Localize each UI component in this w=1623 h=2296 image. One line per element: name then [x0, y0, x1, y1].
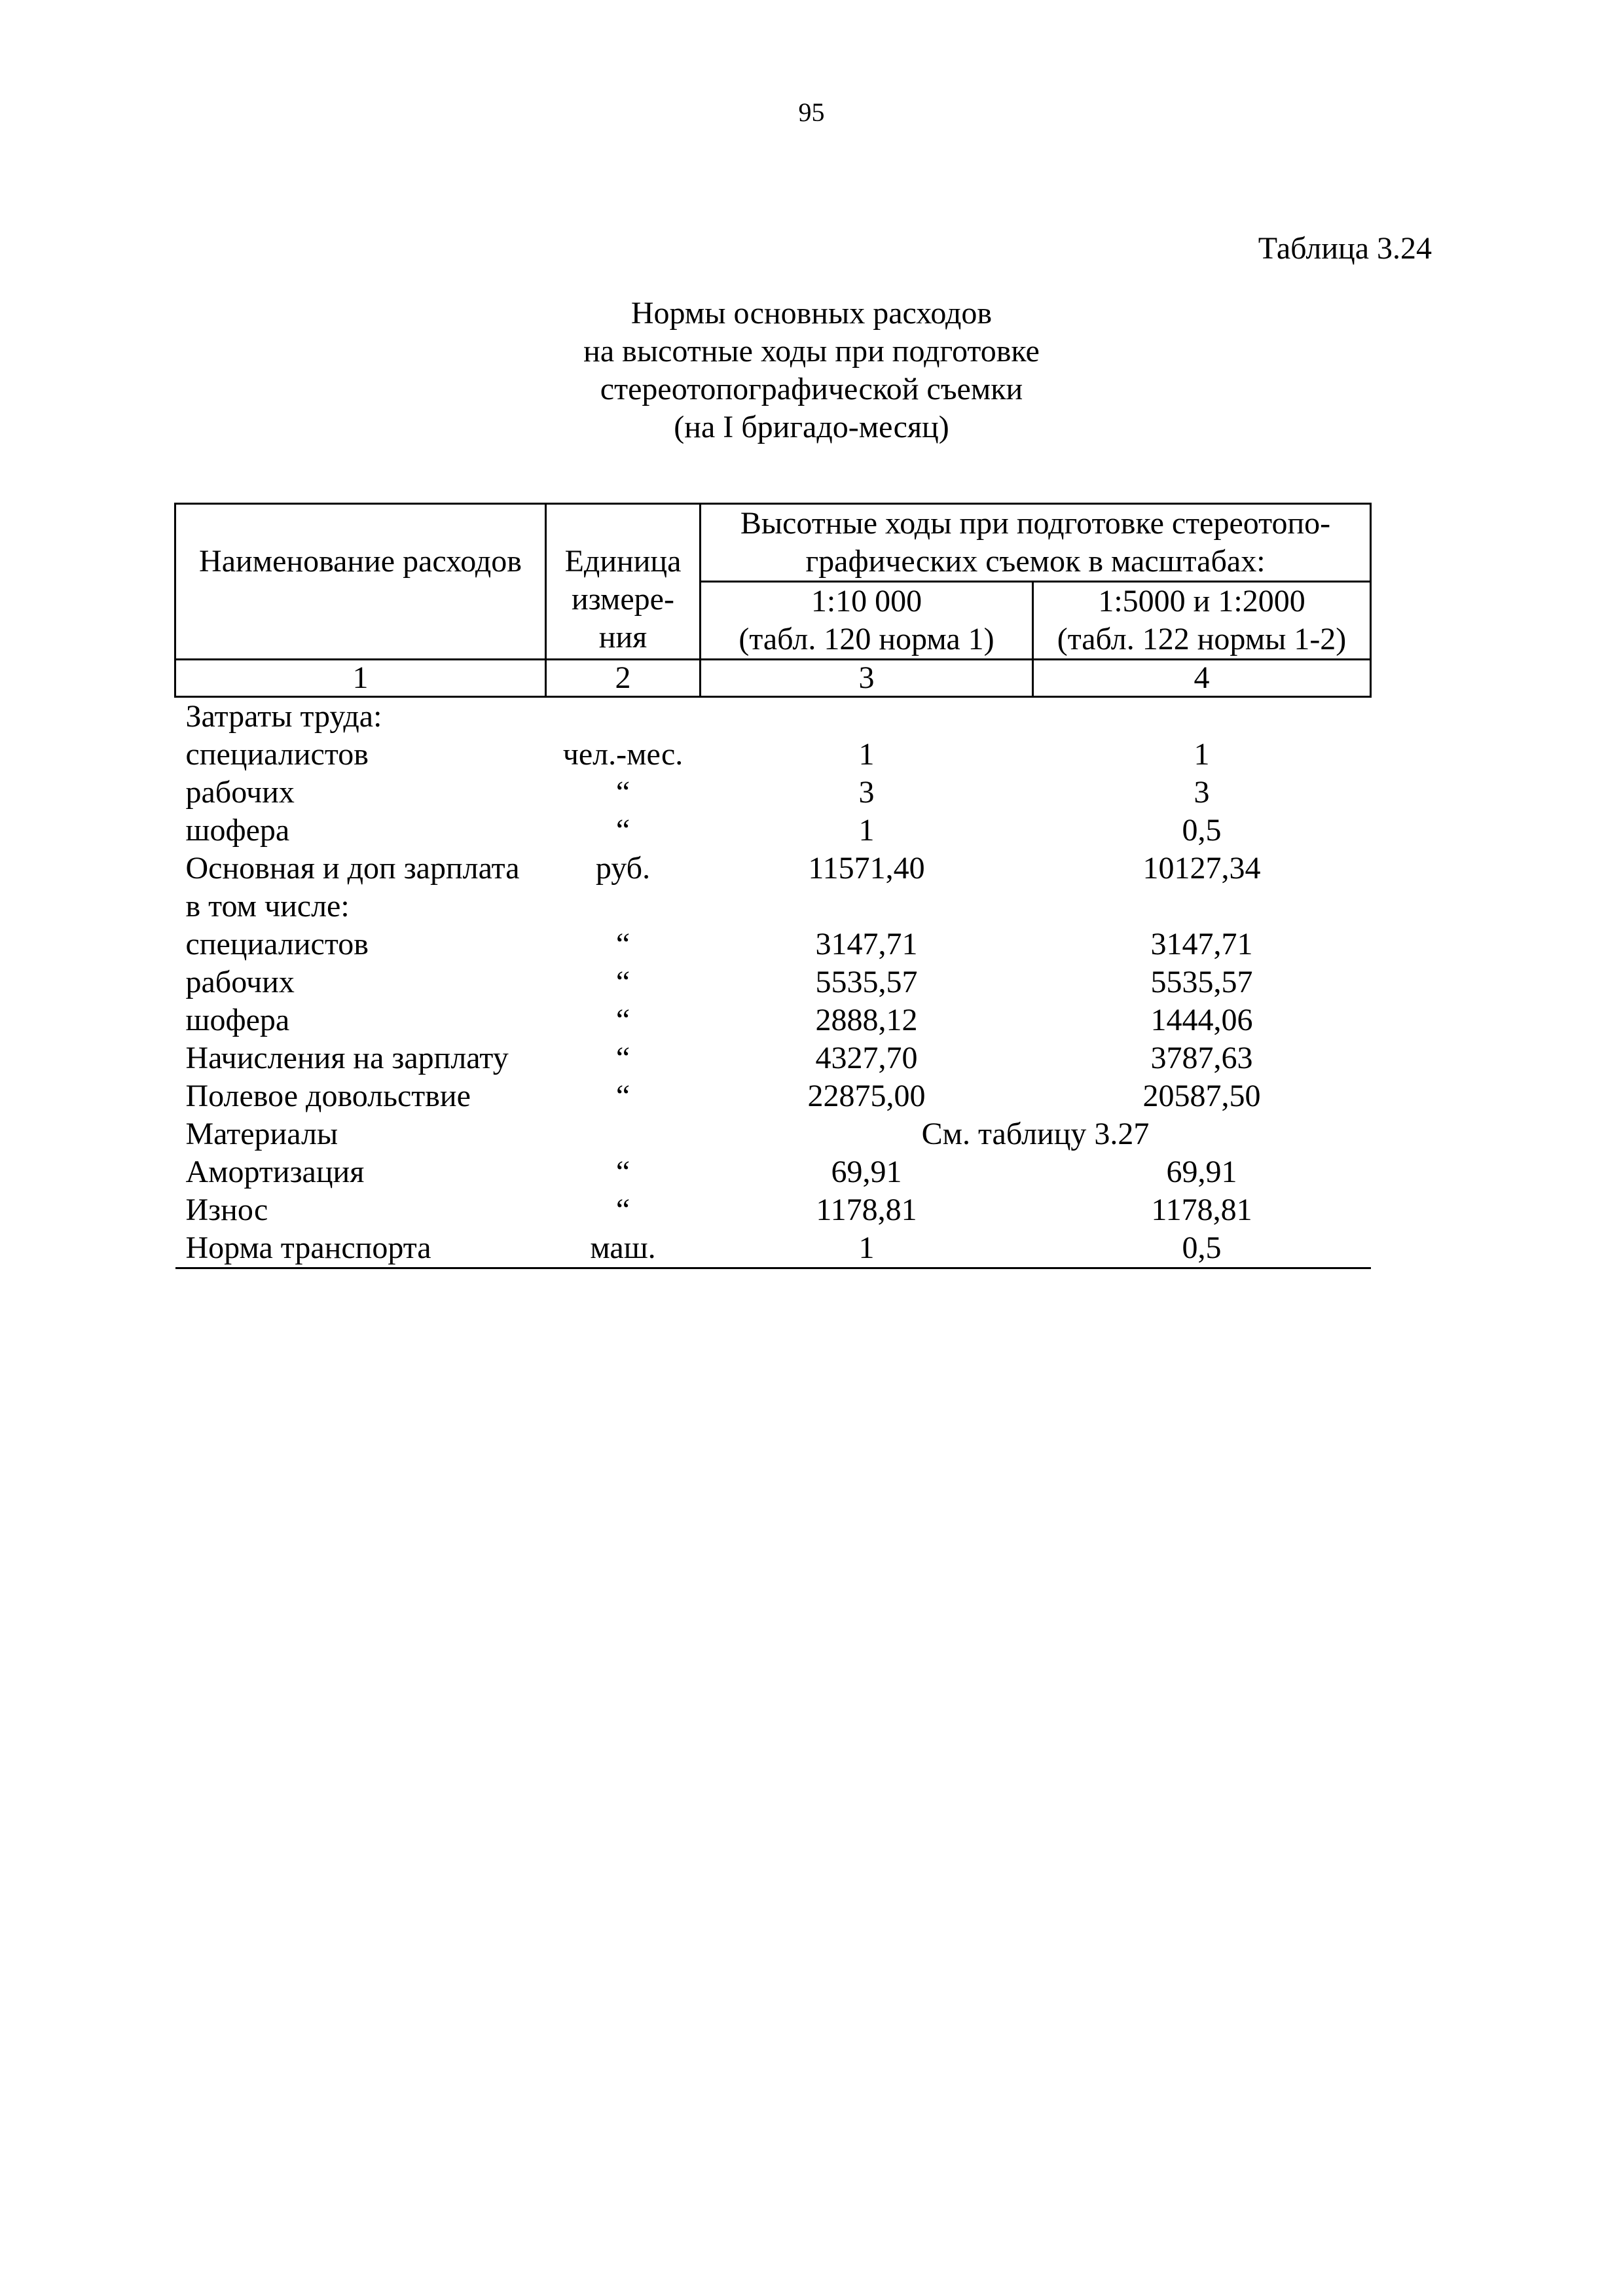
row-value-2: 3787,63: [1150, 1041, 1253, 1075]
table-row: [175, 1191, 1371, 1229]
table-row: [175, 1115, 1371, 1153]
table-row: [175, 697, 1371, 736]
table-row: [175, 925, 1371, 963]
row-value-2: 1444,06: [1150, 1003, 1253, 1037]
row-name: Материалы: [185, 1117, 338, 1151]
row-unit: “: [615, 1193, 630, 1227]
row-unit: чел.-мес.: [562, 737, 684, 772]
row-name: шофера: [185, 813, 290, 848]
title-line: на высотные ходы при подготовке: [583, 334, 1040, 368]
header-scale-1: 1:10 000 (табл. 120 норма 1): [701, 582, 1033, 660]
header-scale-2: 1:5000 и 1:2000 (табл. 122 нормы 1-2): [1033, 582, 1371, 660]
row-name: в том числе:: [185, 889, 350, 924]
row-value-2: 69,91: [1166, 1155, 1237, 1189]
table-label: Таблица 3.24: [1258, 231, 1432, 266]
row-name: Затраты труда:: [185, 699, 382, 734]
title-line: Нормы основных расходов: [630, 296, 993, 331]
row-unit: “: [615, 1079, 630, 1113]
row-value-2: 10127,34: [1142, 851, 1261, 886]
header-unit: Единица измере- ния: [546, 504, 701, 660]
row-value-1: [701, 888, 1033, 925]
row-unit: “: [615, 775, 630, 810]
row-unit: “: [615, 1003, 630, 1037]
column-number: 3: [701, 660, 1033, 697]
column-number: 4: [1033, 660, 1371, 697]
row-unit: маш.: [546, 1229, 701, 1268]
row-unit: [546, 888, 701, 925]
row-name: Полевое довольствие: [185, 1079, 471, 1113]
title-line: стереотопографической съемки: [600, 372, 1023, 406]
row-name: Начисления на зарплату: [185, 1041, 509, 1075]
row-value-1: 3: [858, 775, 875, 810]
table-row: [175, 1077, 1371, 1115]
row-value-2: 20587,50: [1142, 1079, 1261, 1113]
row-value-1: 69,91: [831, 1155, 902, 1189]
row-value-2: [1033, 697, 1371, 736]
header-name: Наименование расходов: [175, 504, 546, 660]
row-unit: “: [615, 1041, 630, 1075]
row-name: специалистов: [185, 737, 369, 772]
table-row: [175, 774, 1371, 812]
row-unit: руб.: [595, 851, 651, 886]
title-line: (на I бригадо-месяц): [674, 410, 949, 444]
page-number: 95: [798, 98, 825, 127]
row-value-2: 0,5: [1033, 1229, 1371, 1268]
row-value-2: 1: [1194, 737, 1210, 772]
row-name: рабочих: [185, 965, 295, 999]
table-row: [175, 850, 1371, 888]
row-value-2: 1178,81: [1151, 1193, 1252, 1227]
row-name: Амортизация: [185, 1155, 365, 1189]
row-unit: “: [615, 1155, 630, 1189]
row-value-1: 11571,40: [808, 851, 925, 886]
column-number: 2: [546, 660, 701, 697]
row-name: рабочих: [185, 775, 295, 810]
row-value-1: 1: [858, 737, 875, 772]
table-row: [175, 888, 1371, 925]
row-value-2: 5535,57: [1150, 965, 1253, 999]
row-value-1: 3147,71: [815, 927, 918, 961]
table-title: [0, 295, 1623, 446]
row-value-1: 1178,81: [816, 1193, 917, 1227]
row-name: шофера: [185, 1003, 290, 1037]
row-value-1: 5535,57: [815, 965, 918, 999]
row-value-2: 0,5: [1182, 813, 1222, 848]
table-row: [175, 736, 1371, 774]
column-number: 1: [175, 660, 546, 697]
row-unit: “: [615, 927, 630, 961]
row-value-1: 1: [858, 813, 875, 848]
table-row: [175, 1001, 1371, 1039]
row-merged-note: См. таблицу 3.27: [921, 1117, 1150, 1151]
table-row: [175, 812, 1371, 850]
row-value-1: 2888,12: [815, 1003, 918, 1037]
table-row: [175, 1153, 1371, 1191]
row-value-1: 4327,70: [815, 1041, 918, 1075]
table-row: [175, 1039, 1371, 1077]
row-unit: [546, 697, 701, 736]
row-value-2: 3147,71: [1150, 927, 1253, 961]
row-value-1: [701, 697, 1033, 736]
row-name: Износ: [185, 1193, 268, 1227]
row-unit: [546, 1115, 701, 1153]
header-group: Высотные ходы при подготовке стереотопо- графических съемок в масштабах:: [701, 504, 1371, 582]
row-value-1: 1: [701, 1229, 1033, 1268]
table-row: [175, 963, 1371, 1001]
norms-table: [174, 503, 1372, 1269]
table-row: [175, 1229, 1371, 1268]
row-name: Основная и доп зарплата: [185, 851, 520, 886]
row-unit: “: [615, 965, 630, 999]
row-value-1: 22875,00: [807, 1079, 926, 1113]
row-name: Норма транспорта: [175, 1229, 546, 1268]
row-value-2: [1033, 888, 1371, 925]
row-unit: “: [615, 813, 630, 848]
row-value-2: 3: [1194, 775, 1210, 810]
row-name: специалистов: [185, 927, 369, 961]
